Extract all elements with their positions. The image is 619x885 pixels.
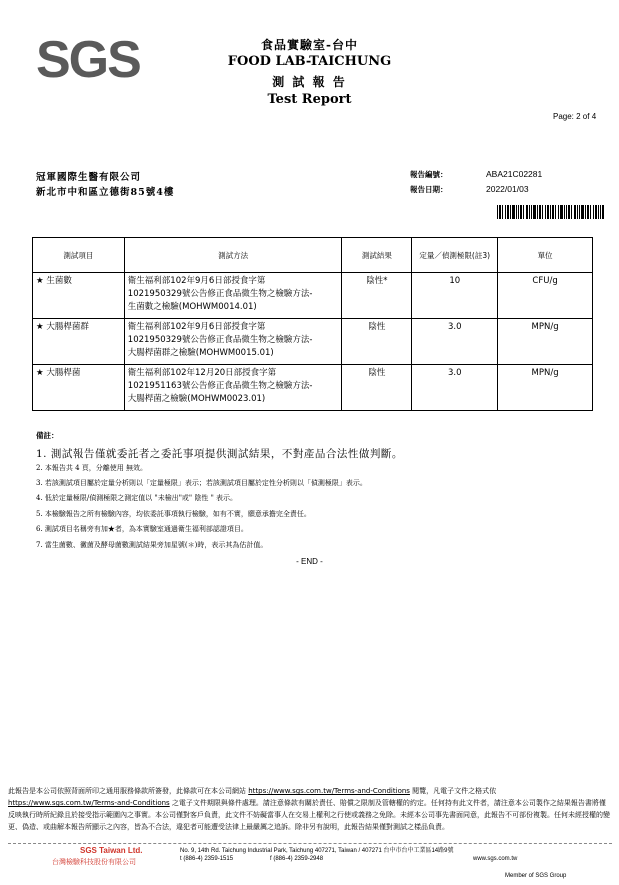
report-date-value: 2022/01/03: [486, 184, 529, 194]
footer-divider: [8, 843, 612, 844]
note-item: 1. 測試報告僅就委託者之委託事項提供測試結果，不對產品合法性做判斷。: [36, 448, 403, 460]
report-no-label: 報告編號：: [410, 170, 448, 179]
terms-link[interactable]: https://www.sgs.com.tw/Terms-and-Conditions: [248, 787, 410, 795]
cell-limit: 10: [412, 273, 498, 319]
method-line: 1021950329號公告修正食品微生物之檢驗方法-: [127, 289, 313, 299]
terms-link[interactable]: https://www.sgs.com.tw/Terms-and-Conditions: [8, 799, 170, 807]
company-fax: f (886-4) 2359-2948: [270, 856, 324, 862]
method-line: 1021950329號公告修正食品微生物之檢驗方法-: [127, 335, 313, 345]
method-line: 1021951163號公告修正食品微生物之檢驗方法-: [127, 381, 313, 391]
cell-result: 陰性: [342, 365, 412, 411]
method-line: 衛生福利部102年9月6日部授食字第: [127, 322, 266, 332]
note-item: 7. 當生菌數、黴菌及酵母菌數測試結果旁加星號(＊)時，表示其為估計值。: [36, 541, 268, 549]
report-no-value: ABA21C02281: [486, 169, 543, 179]
disclaimer-text: 之電子文件期限與條件處理。請注意條款有關於責任、賠償之限制及管轄權的約定。任何持有此文件者，請注意本公司製作之結果報告書將僅反映執行時所紀錄且於接受指示範圍內之事實。本公司僅對客戶負責，此文件不妨礙當事人在交易上權利之行使或義務之免除。未經本公司事先書面同意，此報告不可部份複製。任何未經授權的變更、偽造、或曲解本報告所顯示之內容，皆為不合法，違犯者可能遭受法律上最嚴厲之追訴。除非另有說明，此報告結果僅對測試之樣品負責。: [8, 799, 610, 831]
table-row: [33, 273, 593, 319]
table-header-row: [33, 238, 593, 273]
company-name-cn: 台灣檢驗科技股份有限公司: [52, 859, 136, 866]
results-table: [32, 237, 593, 411]
company-name-en: SGS Taiwan Ltd.: [80, 846, 143, 855]
company-address: No. 9, 14th Rd. Taichung Industrial Park, Taichung 407271, Taiwan / 407271 台中市台中工業區14路9號: [180, 848, 454, 854]
lab-title-cn: 食品實驗室-台中: [261, 38, 358, 52]
cell-unit: MPN/g: [498, 365, 593, 411]
cell-method: [124, 273, 342, 319]
cell-item: ★ 生菌數: [33, 273, 125, 319]
cell-item: ★ 大腸桿菌群: [33, 319, 125, 365]
end-marker: - END -: [296, 557, 323, 566]
notes-title: 備註：: [36, 431, 59, 440]
disclaimer-text: 此報告是本公司依照背面所印之通用服務條款所簽發，此條款可在本公司網站: [8, 787, 249, 795]
cell-item: ★ 大腸桿菌: [33, 365, 125, 411]
cell-result: 陰性*: [342, 273, 412, 319]
table-row: [33, 319, 593, 365]
header-limit: 定量／偵測極限(註3): [412, 238, 498, 273]
cell-unit: MPN/g: [498, 319, 593, 365]
barcode-icon: [497, 205, 604, 219]
cell-method: [124, 319, 342, 365]
header-test-item: 測試項目: [33, 238, 125, 273]
footer-disclaimer: [8, 785, 612, 833]
cell-unit: CFU/g: [498, 273, 593, 319]
member-of-sgs-group: Member of SGS Group: [505, 873, 567, 879]
method-line: 衛生福利部102年12月20日部授食字第: [127, 368, 277, 378]
method-line: 生菌數之檢驗(MOHWM0014.01): [127, 302, 257, 312]
header-test-method: 測試方法: [124, 238, 342, 273]
lab-title-en: FOOD LAB-TAICHUNG: [227, 54, 392, 69]
page-number: Page: 2 of 4: [553, 112, 597, 121]
report-title-cn: 測 試 報 告: [272, 75, 347, 89]
note-item: 2. 本報告共 4 頁，分離使用 無效。: [36, 464, 148, 472]
report-title-en: Test Report: [267, 92, 352, 107]
method-line: 大腸桿菌之檢驗(MOHWM0023.01): [127, 394, 266, 404]
note-item: 5. 本檢驗報告之所有檢驗內容，均依委託事項執行檢驗，如有不實，願意承擔完全責任。: [36, 510, 311, 518]
header-unit: 單位: [498, 238, 593, 273]
company-website[interactable]: www.sgs.com.tw: [473, 856, 518, 862]
client-name: 冠軍國際生醫有限公司: [36, 172, 142, 183]
report-date-label: 報告日期：: [410, 185, 448, 194]
note-item: 6. 測試項目名稱旁有加★者，為本實驗室通過衛生福利部認證項目。: [36, 525, 248, 533]
cell-limit: 3.0: [412, 319, 498, 365]
sgs-logo-text: SGS: [36, 31, 140, 89]
company-phone: t (886-4) 2359-1515: [180, 856, 234, 862]
cell-method: [124, 365, 342, 411]
method-line: 大腸桿菌群之檢驗(MOHWM0015.01): [127, 348, 274, 358]
disclaimer-text: 閱覽，凡電子文件之格式依: [409, 787, 497, 795]
note-item: 3. 若該測試項目屬於定量分析則以「定量極限」表示；若該測試項目屬於定性分析則以「偵測極限」表示。: [36, 479, 367, 487]
cell-result: 陰性: [342, 319, 412, 365]
header-test-result: 測試結果: [342, 238, 412, 273]
note-item: 4. 低於定量極限/偵測極限之測定值以 "未檢出"或" 陰性 " 表示。: [36, 494, 238, 502]
method-line: 衛生福利部102年9月6日部授食字第: [127, 276, 266, 286]
cell-limit: 3.0: [412, 365, 498, 411]
table-row: [33, 365, 593, 411]
client-address: 新北市中和區立德街85號4樓: [36, 187, 175, 198]
